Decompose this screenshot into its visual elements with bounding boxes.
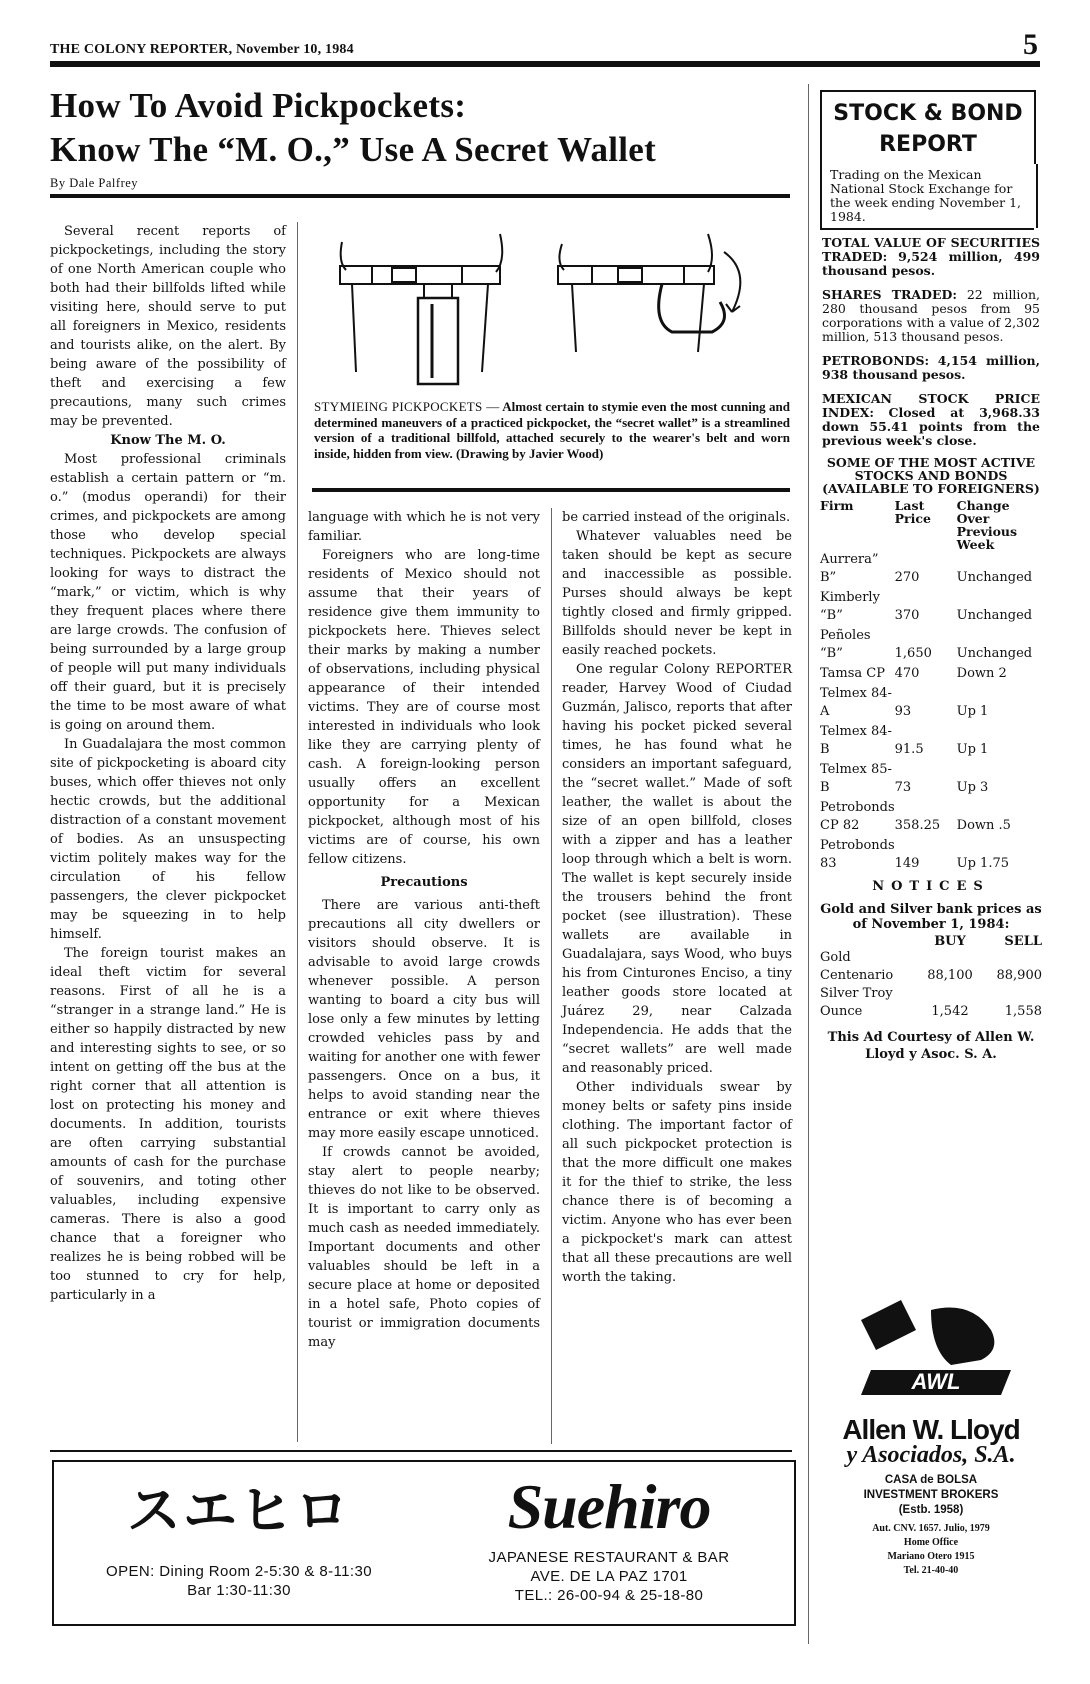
shares-value: 22 million, 280 thousand pesos from 95 corporations with a value of 2,302 million, 513 thousand pesos. xyxy=(822,287,1040,344)
col-buy: BUY xyxy=(934,934,966,949)
paragraph: In Guadalajara the most common site of pickpocketing is aboard city buses, which offer thieves not only hectic crowds, but the additional distraction of a constant movement of bodies. As an unsuspecting victim politely makes way for the circulation of his fellow passengers, the clever pickpocket may be squeezing in to help himself. xyxy=(50,737,286,942)
stock-change: Up 1 xyxy=(956,742,989,757)
stock-price: 1,650 xyxy=(894,646,932,661)
sidebar-divider xyxy=(808,84,809,1644)
illustration-caption xyxy=(314,399,790,461)
awl-office: Home Office xyxy=(903,1537,959,1548)
table-row xyxy=(820,589,1042,627)
awl-street: Mariano Otero 1915 xyxy=(887,1551,975,1562)
stock-firm: Tamsa CP xyxy=(820,666,885,681)
stock-price: 91.5 xyxy=(894,742,924,757)
table-row xyxy=(820,665,1042,685)
ad-right-panel xyxy=(424,1462,794,1624)
article-headline xyxy=(50,84,790,172)
paragraph: Whatever valuables need be taken should be kept as secure and inaccessible as possible. Purses should always be kept tightly closed and firmly gripped. Billfolds should never be kept in easily reached pockets. xyxy=(562,529,792,658)
total-securities xyxy=(820,236,1042,278)
restaurant-tel: TEL.: 26-00-94 & 25-18-80 xyxy=(514,1587,704,1604)
table-row xyxy=(820,949,1042,985)
masthead-rule xyxy=(50,61,1040,67)
col-sell: SELL xyxy=(1004,934,1042,949)
stock-price: 270 xyxy=(894,570,920,585)
article-column-1 xyxy=(50,222,286,1305)
publication-line: THE COLONY REPORTER, November 10, 1984 xyxy=(50,42,354,57)
stock-firm: Petrobonds CP 82 xyxy=(820,800,895,833)
stock-firm: Peñoles “B” xyxy=(820,628,871,661)
table-row xyxy=(820,551,1042,589)
restaurant-type: JAPANESE RESTAURANT & BAR xyxy=(488,1549,730,1566)
petrobonds xyxy=(820,354,1042,382)
stock-price: 93 xyxy=(894,704,912,719)
stock-firm: Kimberly “B” xyxy=(820,590,880,623)
awl-logo-icon xyxy=(841,1290,1021,1410)
article-column-2 xyxy=(308,508,540,1352)
table-row xyxy=(820,761,1042,799)
paragraph: Most professional criminals establish a certain pattern or “m. o.” (modus operandi) for their crimes, and pickpockets are among those who develop special techniques. Pickpockets are always looking for ways to distract the “mark,” or victim, which is why they frequent places where there are large crowds. The confusion of being surrounded by a large group of people will put many individuals off their guard, but it is precisely the time to be most aware of what is going on around them. xyxy=(50,452,286,733)
stock-report-title xyxy=(820,90,1036,164)
stock-report-intro: Trading on the Mexican National Stock Exchange for the week ending November 1, 1984. xyxy=(820,164,1038,228)
stock-change: Unchanged xyxy=(956,646,1033,661)
table-row xyxy=(820,685,1042,723)
intro-rule xyxy=(820,228,1034,230)
awl-casa: CASA de BOLSA xyxy=(884,1474,978,1486)
suehiro-restaurant-ad xyxy=(52,1460,796,1626)
secret-wallet-illustration xyxy=(312,222,790,394)
trousers-drawing-right xyxy=(558,234,740,352)
table-row xyxy=(820,799,1042,837)
stock-change: Down .5 xyxy=(956,818,1011,833)
total-value: 9,524 million, 499 thousand pesos. xyxy=(822,249,1040,278)
metal-name: Silver Troy Ounce xyxy=(820,986,893,1019)
awl-address: Aut. CNV. 1657. Julio, 1979 xyxy=(872,1523,990,1534)
headline-line-2: Know The “M. O.,” Use A Secret Wallet xyxy=(50,130,657,169)
paragraph: be carried instead of the originals. xyxy=(562,510,791,525)
shares-traded xyxy=(820,288,1042,344)
stock-table-header xyxy=(820,499,1042,551)
stock-price: 370 xyxy=(894,608,920,623)
stock-change: Down 2 xyxy=(956,666,1007,681)
table-row xyxy=(820,985,1042,1021)
paragraph: Several recent reports of pickpocketings, including the story of one North American couple who both had their billfolds lifted while visiting here, should serve to put all foreigners in Mexico, residents and tourists alike, on the alert. By being aware of the possibility of theft and exercising a few precautions, many such crimes may be prevented. xyxy=(50,224,286,429)
petro-value: 4,154 million, 938 thousand pesos. xyxy=(822,353,1040,382)
awl-tel: Tel. 21-40-40 xyxy=(903,1565,959,1576)
stock-price: 358.25 xyxy=(894,818,941,833)
total-label: TOTAL VALUE OF SECURITIES TRADED: xyxy=(822,235,1040,264)
metal-sell: 1,558 xyxy=(1004,1004,1042,1019)
metal-prices-table xyxy=(820,934,1042,1021)
col-firm: Firm xyxy=(820,498,854,513)
article-column-3 xyxy=(562,508,792,1287)
restaurant-address: AVE. DE LA PAZ 1701 xyxy=(530,1568,688,1585)
bar-hours: Bar 1:30-11:30 xyxy=(187,1582,291,1599)
allen-lloyd-ad xyxy=(820,1290,1042,1578)
ad-left-panel xyxy=(54,1462,424,1624)
stock-report-title-line-1: STOCK & BOND xyxy=(833,101,1023,126)
table-row xyxy=(820,627,1042,665)
stock-bond-report xyxy=(820,90,1042,1063)
column-divider xyxy=(551,508,552,1444)
stock-change: Up 3 xyxy=(956,780,989,795)
stock-report-title-line-2: REPORT xyxy=(879,132,977,157)
byline: By Dale Palfrey xyxy=(50,176,139,190)
stock-change: Unchanged xyxy=(956,608,1033,623)
notices-heading: NOTICES xyxy=(872,879,990,894)
index-label: MEXICAN STOCK PRICE INDEX: xyxy=(822,391,1040,420)
caption-body: Almost certain to stymie even the most cunning and determined maneuvers of a practiced pickpocket, the “secret wallet” is a streamlined version of a traditional billfold, attached securely to the wearer's belt and worn inside, hidden from view. (Drawing by Javier Wood) xyxy=(314,399,790,461)
paragraph: language with which he is not very familiar. xyxy=(308,510,540,544)
stock-price-index xyxy=(820,392,1042,448)
awl-brokers: INVESTMENT BROKERS xyxy=(863,1489,999,1501)
stock-price: 149 xyxy=(894,856,920,871)
awl-company-sub: y Asociados, S.A. xyxy=(846,1442,1016,1468)
metal-name: Gold Centenario xyxy=(820,950,894,983)
stock-firm: Petrobonds 83 xyxy=(820,838,895,871)
paragraph: Foreigners who are long-time residents of Mexico should not assume that their years of residence give them immunity to pickpockets here. Thieves select their marks by making a number of observations, including physical appearance of their intended victims. They are of course most interested in individuals who look like they are carrying plenty of cash. A foreign-looking person usually offers an excellent opportunity for a Mexican pickpocket, although most of his victims are of course, his own fellow citizens. xyxy=(308,548,540,867)
index-value: Closed at 3,968.33 down 55.41 points from the previous week's close. xyxy=(822,405,1040,448)
awl-company-name: Allen W. Lloyd xyxy=(842,1414,1020,1445)
column-divider xyxy=(297,222,298,1442)
restaurant-hours: OPEN: Dining Room 2-5:30 & 8-11:30 xyxy=(106,1563,372,1580)
stock-price: 73 xyxy=(894,780,912,795)
col-change: Change Over Previous Week xyxy=(956,498,1018,552)
headline-line-1: How To Avoid Pickpockets: xyxy=(50,86,467,125)
table-row xyxy=(820,837,1042,875)
awl-estb: (Estb. 1958) xyxy=(898,1504,964,1516)
metal-buy: 1,542 xyxy=(931,1004,969,1019)
active-stocks-table xyxy=(820,499,1042,875)
paragraph: The foreign tourist makes an ideal theft victim for several reasons. First of all he is a “stranger in a strange land.” He is either so happily distracted by new and interesting sights to see, or so intent on getting off the bus at the right corner that all attention is lost on protecting his money and documents. In addition, tourists are often carrying substantial amounts of cash for the purchase of souvenirs, and toting other valuables, including expensive cameras. There is also a good chance that a foreigner who realizes he is being robbed will be too stunned to cry for help, particularly in a xyxy=(50,946,286,1303)
paragraph: One regular Colony REPORTER reader, Harvey Wood of Ciudad Guzmán, Jalisco, reports that after having his pocket picked several times, he has found what he considers an important safeguard, the “secret wallet.” Made of soft leather, the wallet is about the size of an open billfold, closes with a zipper and has a leather loop through which a belt is worn. The wallet is kept securely inside the trousers behind the front pocket (see illustration). These wallets are available in Guadalajara, says Wood, who buys his from Cinturones Enciso, a tiny leather goods store located at Juárez 29, near Calzada Independencia. He adds that the “secret wallets” are well made and reasonably priced. xyxy=(562,662,792,1076)
stock-firm: Telmex 85-B xyxy=(820,762,892,795)
restaurant-name: Suehiro xyxy=(507,1471,711,1542)
active-stocks-heading: SOME OF THE MOST ACTIVE STOCKS AND BONDS (AVAILABLE TO FOREIGNERS) xyxy=(822,455,1040,496)
table-row xyxy=(820,723,1042,761)
metal-table-header xyxy=(820,934,1042,949)
headline-rule xyxy=(50,194,790,198)
metal-sell: 88,900 xyxy=(996,968,1042,983)
masthead xyxy=(50,28,1040,68)
stock-price: 470 xyxy=(894,666,920,681)
paragraph: Other individuals swear by money belts or safety pins inside clothing. The important factor of all such pickpocket protection is that the more difficult one makes it for the thief to strike, the less chance there is of becoming a victim. Anyone who has ever been a pickpocket's mark can attest that all these precautions are well worth the taking. xyxy=(562,1080,792,1285)
subhead-know-the-mo: Know The M. O. xyxy=(110,433,226,448)
caption-lead: STYMIEING PICKPOCKETS — xyxy=(314,399,500,414)
stock-change: Unchanged xyxy=(956,570,1033,585)
stock-firm: Telmex 84-B xyxy=(820,724,892,757)
stock-change: Up 1 xyxy=(956,704,989,719)
petro-label: PETROBONDS: xyxy=(822,353,930,368)
page-number: 5 xyxy=(1023,28,1038,61)
stock-firm: Aurrera” B” xyxy=(820,552,879,585)
japanese-logo: スエヒロ xyxy=(127,1479,351,1542)
shares-label: SHARES TRADED: xyxy=(822,287,957,302)
stock-change: Up 1.75 xyxy=(956,856,1009,871)
awl-badge: AWL xyxy=(911,1369,961,1394)
paragraph: If crowds cannot be avoided, stay alert to people nearby; thieves do not like to be observed. It is important to carry only as much cash as needed immediately. Important documents and other valuables should be left in a secure place at home or deposited in a hotel safe, Photo copies of tourist or immigration documents may xyxy=(308,1145,540,1350)
trousers-drawing-left xyxy=(340,234,502,384)
col-last-price: Last Price xyxy=(894,498,931,526)
caption-rule xyxy=(312,488,790,492)
stock-firm: Telmex 84-A xyxy=(820,686,892,719)
ad-courtesy: This Ad Courtesy of Allen W. Lloyd y Asoc. S. A. xyxy=(827,1030,1035,1062)
metal-buy: 88,100 xyxy=(927,968,973,983)
subhead-precautions: Precautions xyxy=(380,875,468,890)
ad-top-rule xyxy=(50,1450,792,1452)
metal-prices-heading: Gold and Silver bank prices as of November 1, 1984: xyxy=(820,902,1042,932)
paragraph: There are various anti-theft precautions all city dwellers or visitors should observe. It is advisable to avoid large crowds whenever possible. A person wanting to board a city bus will lose only a few minutes by letting crowded vehicles pass by and waiting for another one with fewer passengers. Once on a bus, it helps to avoid standing near the entrance or exit where thieves may more easily escape unnoticed. xyxy=(308,898,540,1141)
